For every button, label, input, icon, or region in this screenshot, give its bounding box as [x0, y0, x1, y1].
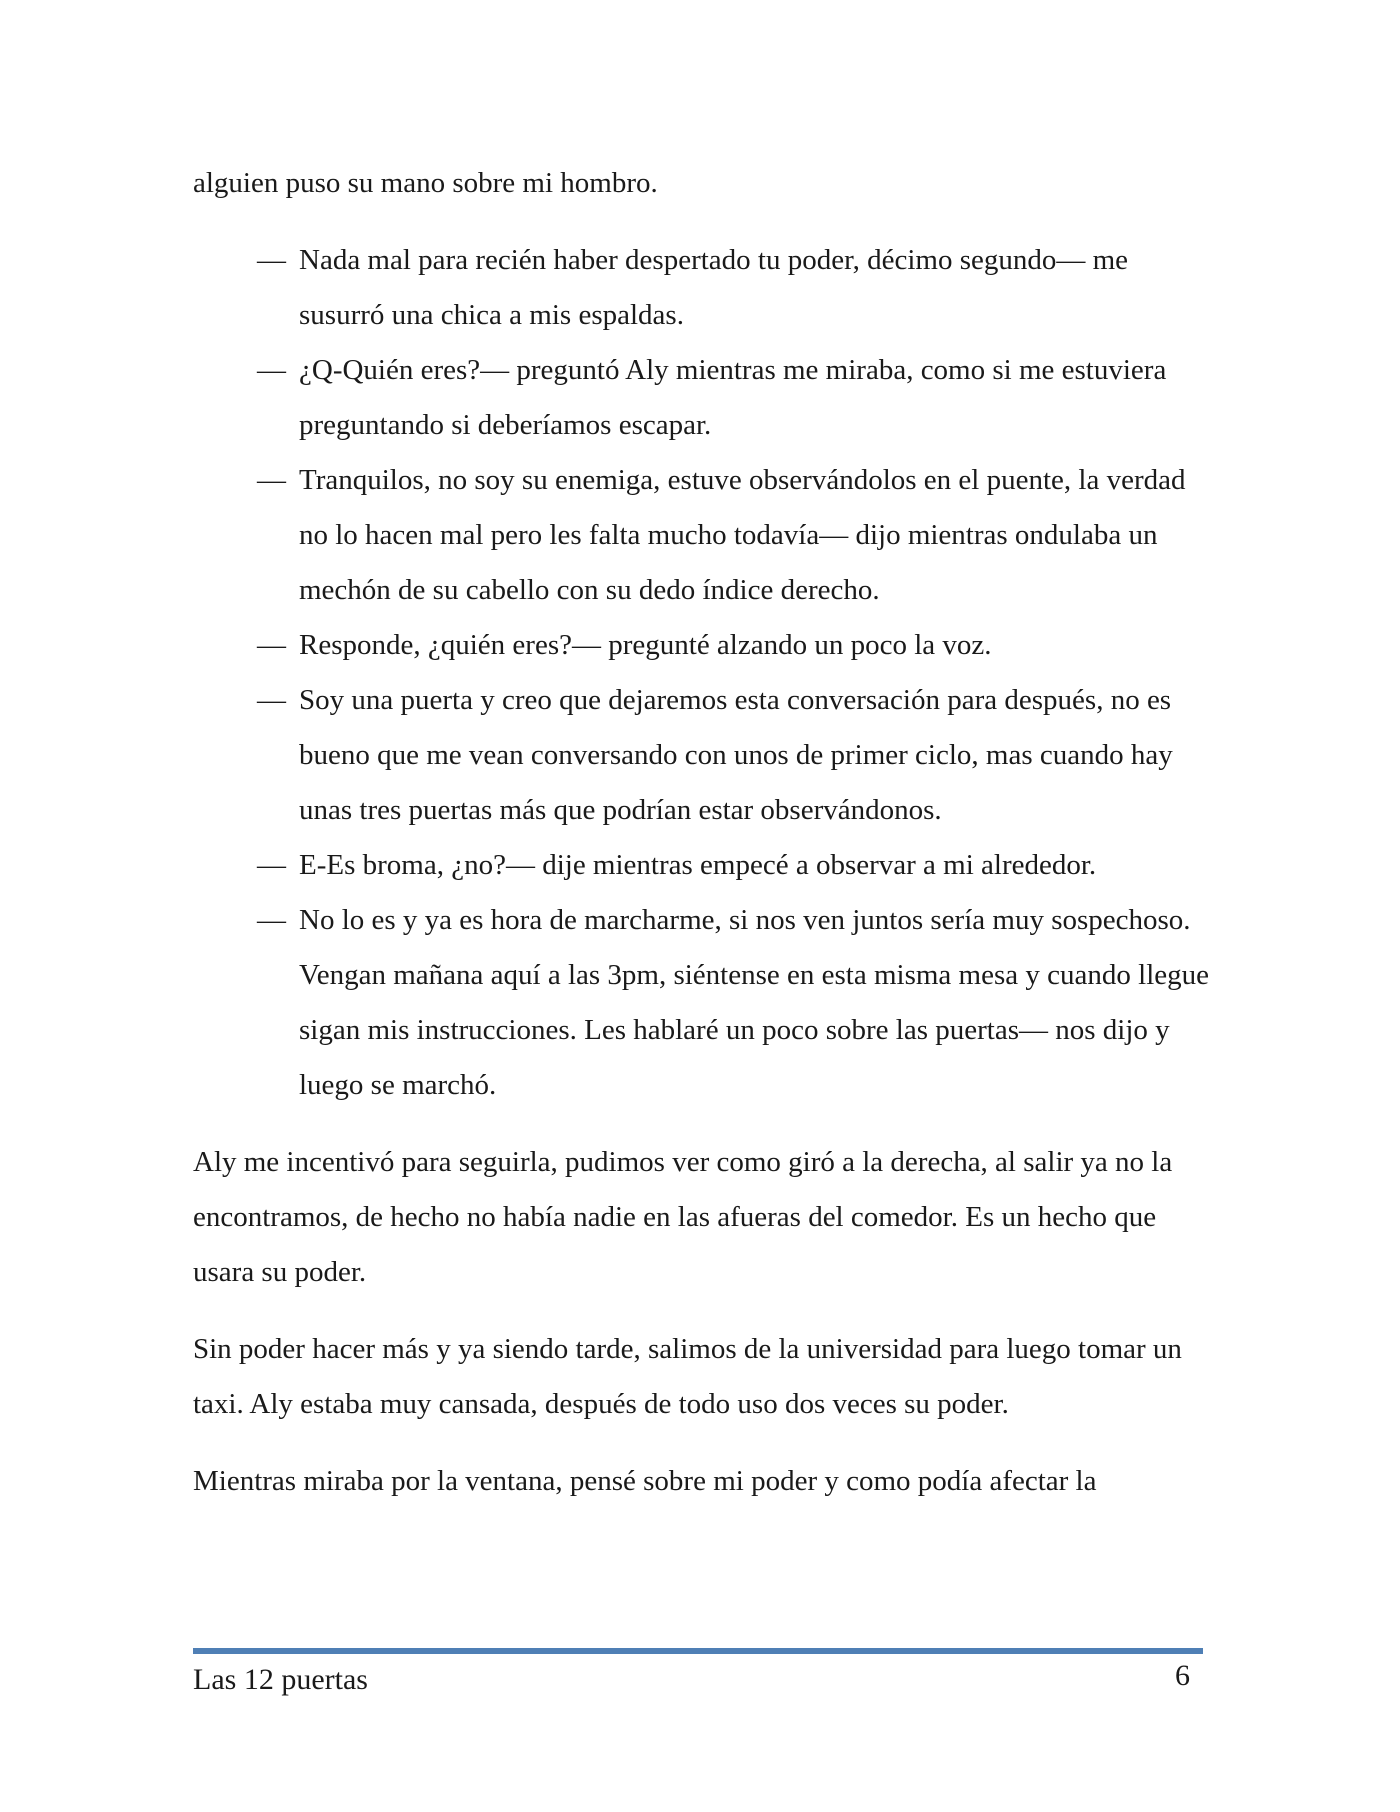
em-dash: — [257, 904, 286, 936]
dialogue-line [193, 618, 1213, 673]
paragraph: Aly me incentivó para seguirla, pudimos ver como giró a la derecha, al salir ya no la encontramos, de hecho no había nadie en las afueras del comedor. Es un hecho que usara su poder. [193, 1146, 1173, 1288]
dialogue-line [193, 673, 1213, 838]
dialogue-text: E-Es broma, ¿no?— dije mientras empecé a observar a mi alrededor. [299, 849, 1097, 881]
dialogue-line [193, 893, 1213, 1113]
em-dash: — [257, 629, 286, 661]
dialogue-line [193, 343, 1213, 453]
paragraph: Sin poder hacer más y ya siendo tarde, salimos de la universidad para luego tomar un taxi. Aly estaba muy cansada, después de todo uso dos veces su poder. [193, 1333, 1182, 1420]
dialogue-text: Responde, ¿quién eres?— pregunté alzando un poco la voz. [299, 629, 992, 661]
paragraph: alguien puso su mano sobre mi hombro. [193, 167, 658, 199]
em-dash: — [257, 684, 286, 716]
dialogue-text: ¿Q-Quién eres?— preguntó Aly mientras me miraba, como si me estuviera preguntando si deberíamos escapar. [299, 354, 1167, 441]
dialogue-list [193, 233, 1213, 1113]
paragraph: Mientras miraba por la ventana, pensé sobre mi poder y como podía afectar la [193, 1465, 1097, 1497]
dialogue-text: No lo es y ya es hora de marcharme, si nos ven juntos sería muy sospechoso. Vengan mañana aquí a las 3pm, siéntense en esta misma mesa y cuando llegue sigan mis instrucciones. Les hablaré un poco sobre las puertas— nos dijo y luego se marchó. [299, 904, 1209, 1101]
em-dash: — [257, 354, 286, 386]
footer-book-title: Las 12 puertas [193, 1663, 368, 1696]
dialogue-line [193, 453, 1213, 618]
em-dash: — [257, 244, 286, 276]
body-text [193, 156, 1213, 1509]
dialogue-text: Soy una puerta y creo que dejaremos esta conversación para después, no es bueno que me vean conversando con unos de primer ciclo, mas cuando hay unas tres puertas más que podrían estar observándonos. [299, 684, 1173, 826]
dialogue-text: Tranquilos, no soy su enemiga, estuve observándolos en el puente, la verdad no lo hacen mal pero les falta mucho todavía— dijo mientras ondulaba un mechón de su cabello con su dedo índice derecho. [299, 464, 1186, 606]
dialogue-text: Nada mal para recién haber despertado tu poder, décimo segundo— me susurró una chica a mis espaldas. [299, 244, 1129, 331]
dialogue-line [193, 233, 1213, 343]
footer-rule [193, 1648, 1203, 1654]
em-dash: — [257, 849, 286, 881]
em-dash: — [257, 464, 286, 496]
page-number: 6 [1175, 1659, 1190, 1692]
dialogue-line [193, 838, 1213, 893]
